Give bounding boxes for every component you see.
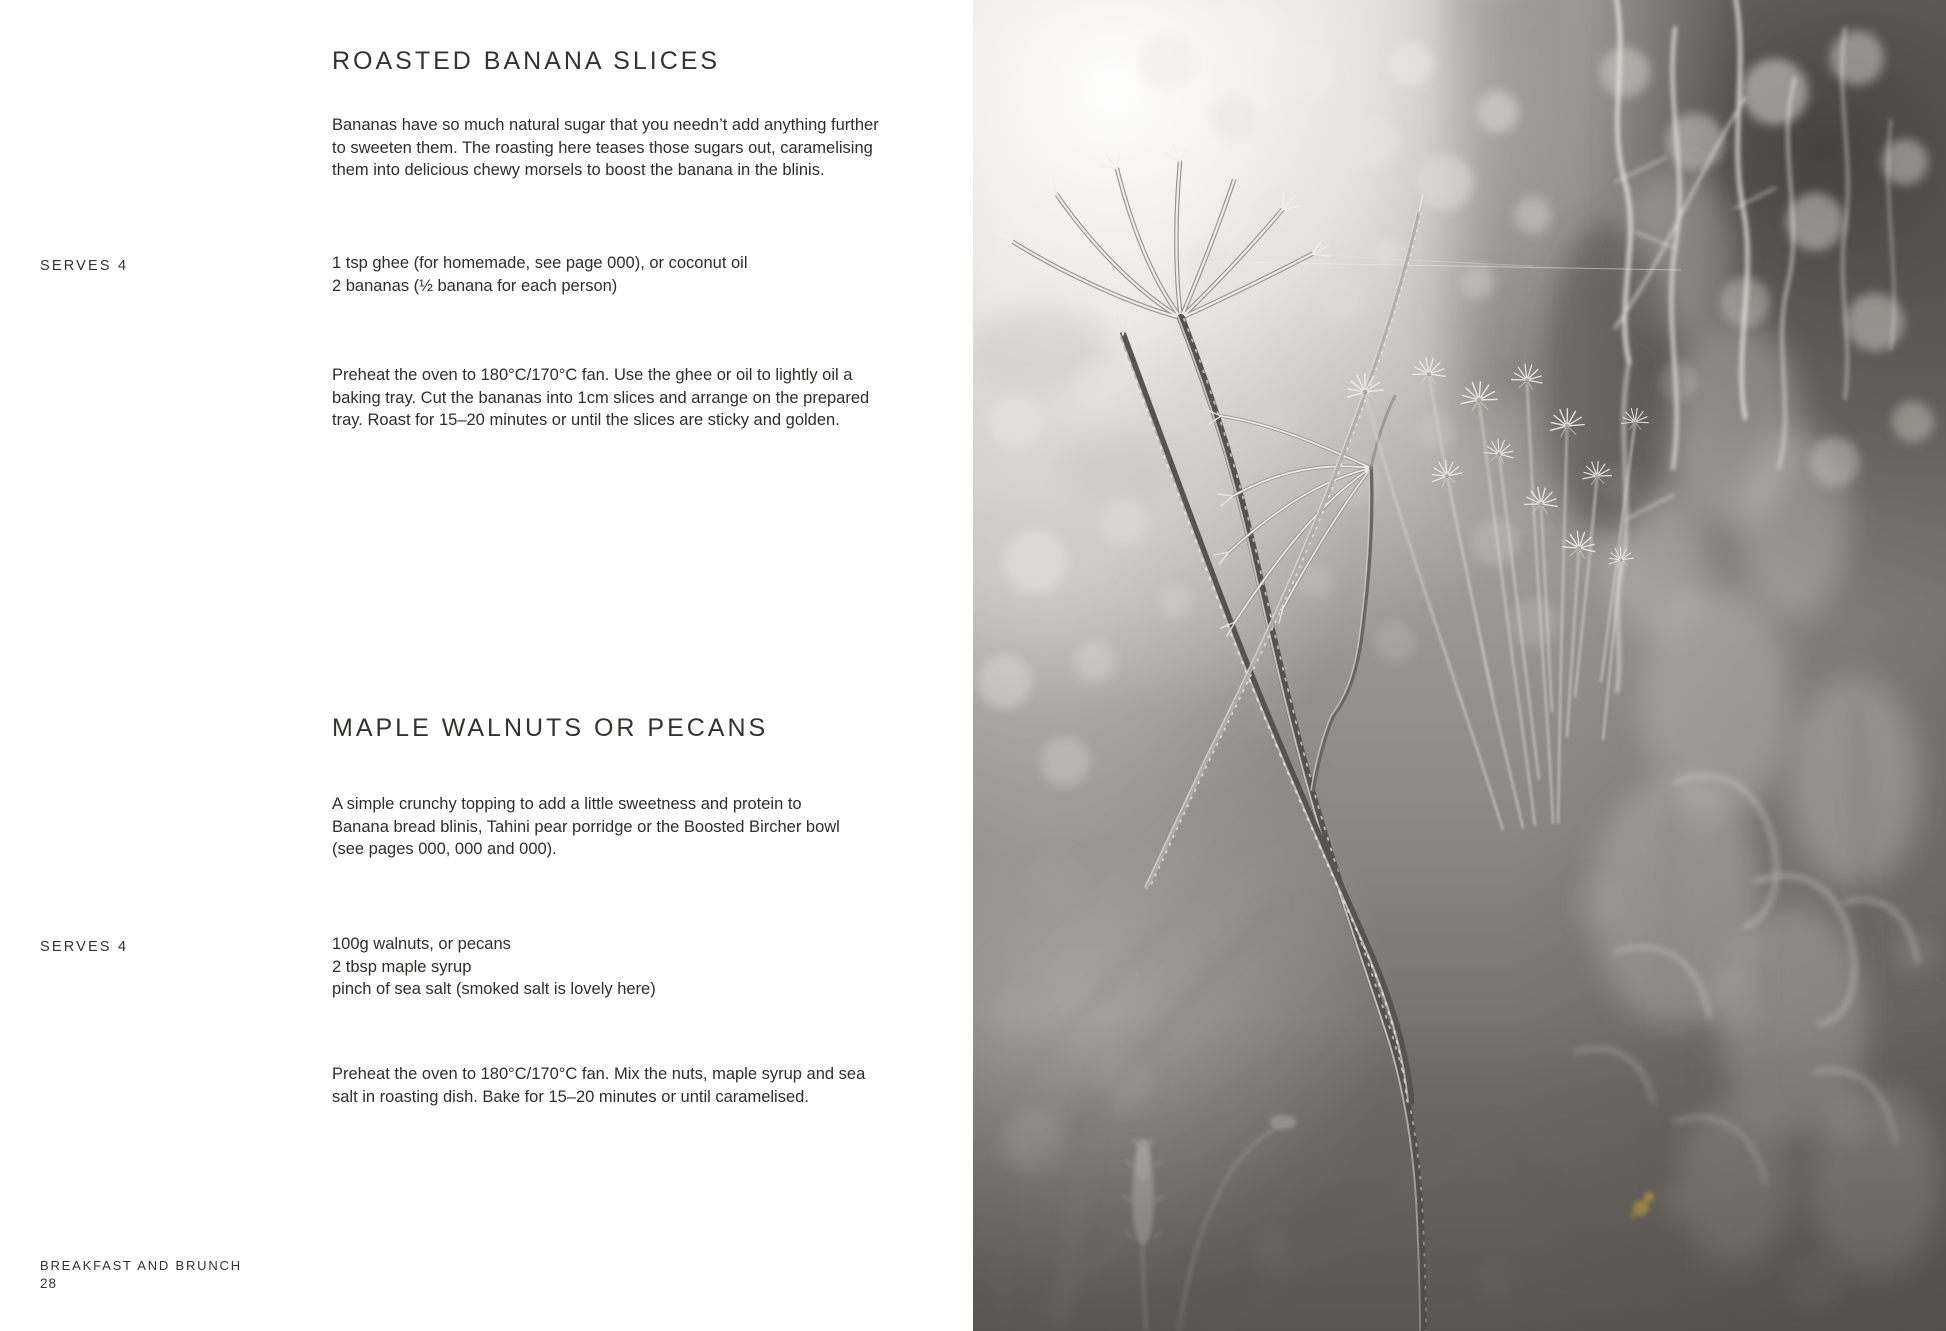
footer-section-title: BREAKFAST AND BRUNCH bbox=[40, 1258, 242, 1273]
method-line: salt in roasting dish. Bake for 15–20 minutes or until caramelised. bbox=[332, 1087, 809, 1106]
method-line: Preheat the oven to 180°C/170°C fan. Mix the nuts, maple syrup and sea bbox=[332, 1065, 866, 1083]
serves-label: SERVES 4 bbox=[40, 939, 129, 955]
ingredient-line: 100g walnuts, or pecans bbox=[332, 935, 511, 953]
recipe-title: MAPLE WALNUTS OR PECANS bbox=[332, 713, 769, 742]
ingredient-line: 1 tsp ghee (for homemade, see page 000), or coconut oil bbox=[332, 254, 748, 272]
footer-page-number: 28 bbox=[40, 1276, 58, 1291]
ingredient-line: 2 bananas (½ banana for each person) bbox=[332, 276, 618, 295]
recipe-intro bbox=[332, 114, 879, 182]
ingredients-list bbox=[332, 252, 748, 297]
bottom-shadow bbox=[973, 1020, 1946, 1331]
frosted-plants-photo bbox=[973, 0, 1946, 1331]
ingredient-line: 2 tbsp maple syrup bbox=[332, 957, 472, 976]
serves-label: SERVES 4 bbox=[40, 258, 129, 274]
recipe-title: ROASTED BANANA SLICES bbox=[332, 46, 721, 75]
method-line: Preheat the oven to 180°C/170°C fan. Use the ghee or oil to lightly oil a bbox=[332, 366, 853, 384]
intro-line: them into delicious chewy morsels to boost the banana in the blinis. bbox=[332, 161, 825, 179]
photo-page bbox=[973, 0, 1946, 1331]
method-paragraph bbox=[332, 1063, 865, 1108]
intro-line: (see pages 000, 000 and 000). bbox=[332, 840, 557, 858]
ingredients-list bbox=[332, 933, 656, 1001]
intro-line: A simple crunchy topping to add a little sweetness and protein to bbox=[332, 795, 802, 813]
method-line: baking tray. Cut the bananas into 1cm slices and arrange on the prepared bbox=[332, 388, 870, 407]
intro-line: to sweeten them. The roasting here teases those sugars out, caramelising bbox=[332, 138, 873, 157]
intro-line: Bananas have so much natural sugar that you needn’t add anything further bbox=[332, 116, 879, 134]
ingredient-line: pinch of sea salt (smoked salt is lovely here) bbox=[332, 980, 656, 998]
intro-line: Banana bread blinis, Tahini pear porridge or the Boosted Bircher bowl bbox=[332, 817, 840, 836]
method-line: tray. Roast for 15–20 minutes or until the slices are sticky and golden. bbox=[332, 411, 840, 429]
recipe-intro bbox=[332, 793, 840, 861]
page-footer bbox=[40, 1258, 242, 1291]
method-paragraph bbox=[332, 364, 869, 432]
